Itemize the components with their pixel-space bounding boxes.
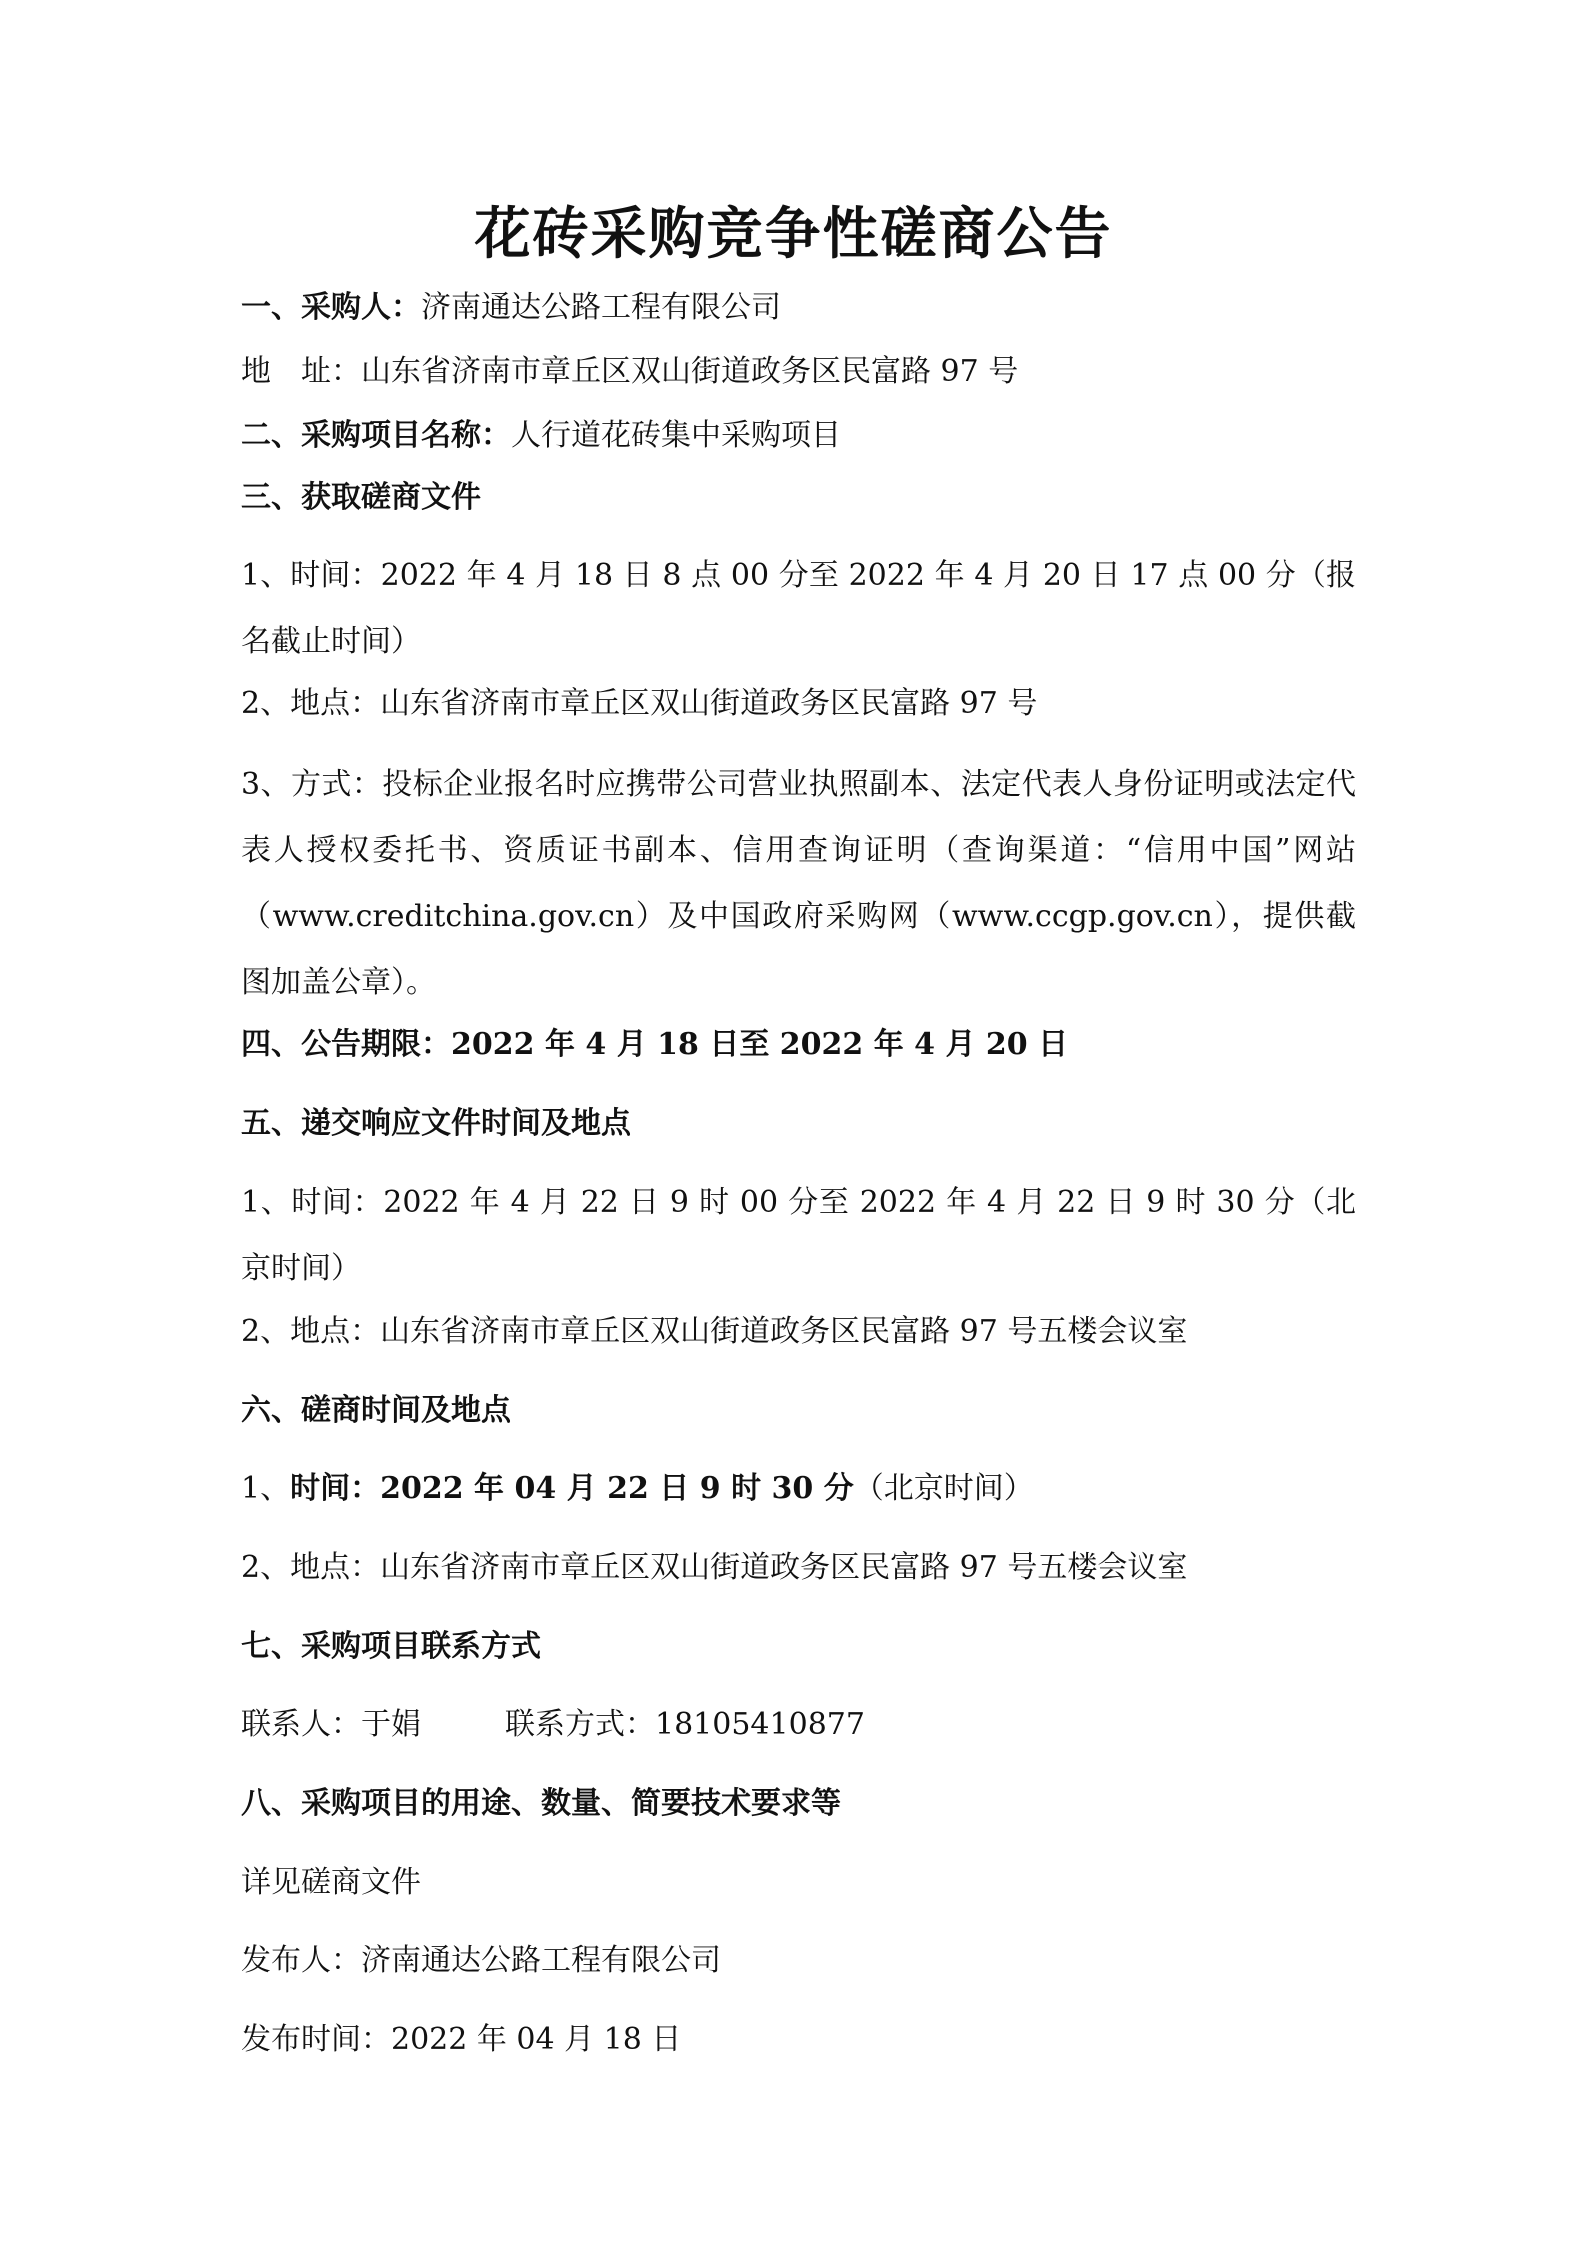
- publish-time-line: 发布时间：2022 年 04 月 18 日: [241, 2022, 682, 2057]
- section-4-heading: 四、公告期限：2022 年 4 月 18 日至 2022 年 4 月 20 日: [241, 1027, 1069, 1062]
- contact-phone: 联系方式：18105410877: [505, 1707, 865, 1742]
- section-3-item-2: 2、地点：山东省济南市章丘区双山街道政务区民富路 97 号: [241, 686, 1038, 721]
- purchaser-line: [241, 276, 1356, 340]
- section-8-heading: 八、采购项目的用途、数量、简要技术要求等: [241, 1786, 841, 1821]
- section-6-item-1-prefix: 1、: [241, 1471, 291, 1506]
- project-name-value: 人行道花砖集中采购项目: [511, 418, 841, 453]
- contact-line: [241, 1693, 1356, 1757]
- address-line: [241, 340, 1356, 404]
- contact-person: 联系人：于娟: [241, 1707, 421, 1742]
- section-5-item-1: 1、时间：2022 年 4 月 22 日 9 时 00 分至 2022 年 4 月 22 日 9 时 30 分（北京时间）: [241, 1185, 1356, 1286]
- section-7-heading: 七、采购项目联系方式: [241, 1629, 541, 1664]
- section-3-item-1: 1、时间：2022 年 4 月 18 日 8 点 00 分至 2022 年 4 月 20 日 17 点 00 分（报名截止时间）: [241, 558, 1356, 659]
- section-6-heading: 六、磋商时间及地点: [241, 1393, 511, 1428]
- section-5-heading: 五、递交响应文件时间及地点: [241, 1106, 631, 1141]
- section-6-item-2: 2、地点：山东省济南市章丘区双山街道政务区民富路 97 号五楼会议室: [241, 1550, 1188, 1585]
- address-label-b: 址：: [301, 354, 361, 389]
- address-label-a: 地: [241, 354, 271, 389]
- address-value: 山东省济南市章丘区双山街道政务区民富路 97 号: [361, 354, 1019, 389]
- section-6-item-1-time: 时间：2022 年 04 月 22 日 9 时 30 分: [290, 1471, 854, 1506]
- project-name-label: 二、采购项目名称：: [241, 418, 511, 453]
- section-8-detail: 详见磋商文件: [241, 1865, 421, 1900]
- section-3-heading: 三、获取磋商文件: [241, 480, 481, 515]
- publisher-line: 发布人：济南通达公路工程有限公司: [241, 1943, 721, 1978]
- page-title: 花砖采购竞争性磋商公告: [474, 201, 1113, 267]
- project-name-line: [241, 404, 1356, 468]
- section-6-item-1: [241, 1457, 1356, 1521]
- section-6-item-1-suffix: （北京时间）: [853, 1471, 1034, 1506]
- purchaser-value: 济南通达公路工程有限公司: [421, 290, 781, 325]
- section-5-item-2: 2、地点：山东省济南市章丘区双山街道政务区民富路 97 号五楼会议室: [241, 1314, 1188, 1349]
- purchaser-label: 一、采购人：: [241, 290, 421, 325]
- section-3-item-3: 3、方式：投标企业报名时应携带公司营业执照副本、法定代表人身份证明或法定代表人授权委托书、资质证书副本、信用查询证明（查询渠道：“信用中国”网站（www.creditchina.gov.cn）及中国政府采购网（www.ccgp.gov.cn），提供截图加盖公章）。: [241, 767, 1356, 1000]
